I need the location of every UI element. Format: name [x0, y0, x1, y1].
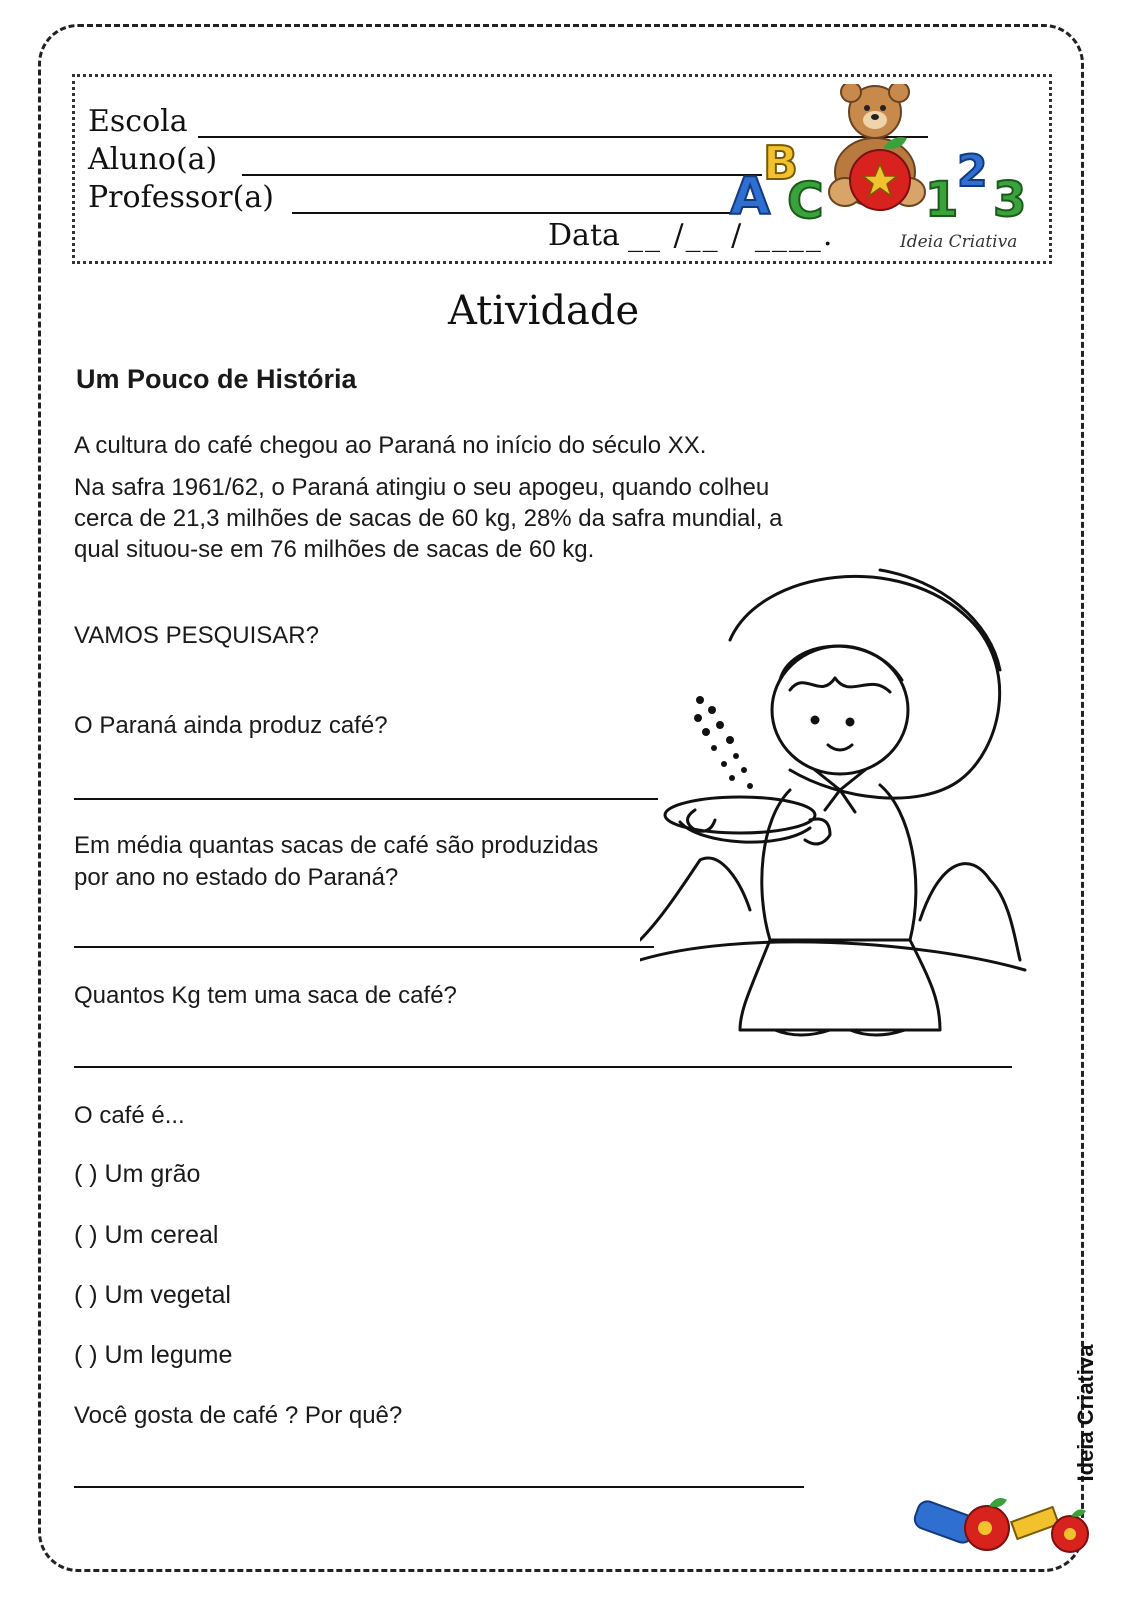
question-2-line-1: Em média quantas sacas de café são produzidas [74, 832, 599, 859]
svg-text:2: 2 [957, 146, 988, 197]
hat-icon [730, 576, 1000, 798]
page-title: Atividade [448, 288, 640, 334]
paragraph-2-line-1: Na safra 1961/62, o Paraná atingiu o seu apogeu, quando colheu [74, 474, 770, 501]
header-illustration [725, 84, 1045, 234]
option-vegetal[interactable]: ( ) Um vegetal [74, 1281, 231, 1309]
answer-line-2[interactable] [74, 946, 654, 948]
research-heading: VAMOS PESQUISAR? [74, 622, 319, 649]
side-brand: Ideia Criativa [1073, 1344, 1098, 1482]
option-grao[interactable]: ( ) Um grão [74, 1160, 201, 1188]
svg-text:3: 3 [993, 172, 1027, 228]
section-title: Um Pouco de História [76, 364, 357, 394]
footer-illustration [905, 1490, 1095, 1560]
question-2-line-2: por ano no estado do Paraná? [74, 864, 399, 891]
svg-text:B: B [763, 136, 799, 190]
svg-text:A: A [730, 167, 771, 227]
paragraph-2-line-2: cerca de 21,3 milhões de sacas de 60 kg, 28% da safra mundial, a [74, 505, 783, 532]
option-cereal[interactable]: ( ) Um cereal [74, 1221, 219, 1249]
apple-icon [965, 1498, 1009, 1550]
school-label: Escola [88, 104, 188, 139]
apple-icon [1052, 1509, 1088, 1552]
answer-line-3[interactable] [74, 1066, 1012, 1068]
coffee-beans-icon [694, 696, 753, 789]
question-5: Você gosta de café ? Por quê? [74, 1402, 403, 1429]
student-label: Aluno(a) [88, 142, 218, 177]
teacher-field[interactable] [292, 212, 732, 214]
svg-text:1: 1 [925, 172, 959, 228]
option-legume[interactable]: ( ) Um legume [74, 1341, 233, 1369]
brand-signature: Ideia Criativa [900, 232, 1018, 252]
student-field[interactable] [242, 174, 762, 176]
teacher-label: Professor(a) [88, 180, 274, 215]
question-1: O Paraná ainda produz café? [74, 712, 388, 739]
date-field[interactable]: __ /__ / ____. [628, 218, 835, 253]
question-4: O café é... [74, 1102, 185, 1129]
girl-coffee-illustration [640, 560, 1030, 1050]
answer-line-5[interactable] [74, 1486, 804, 1488]
question-3: Quantos Kg tem uma saca de café? [74, 982, 457, 1009]
answer-line-1[interactable] [74, 798, 658, 800]
paragraph-1: A cultura do café chegou ao Paraná no início do século XX. [74, 432, 707, 459]
date-label: Data [548, 218, 620, 253]
side-brand-container [1066, 1344, 1106, 1490]
svg-text:C: C [787, 172, 824, 230]
paragraph-2-line-3: qual situou-se em 76 milhões de sacas de 60 kg. [74, 536, 595, 563]
